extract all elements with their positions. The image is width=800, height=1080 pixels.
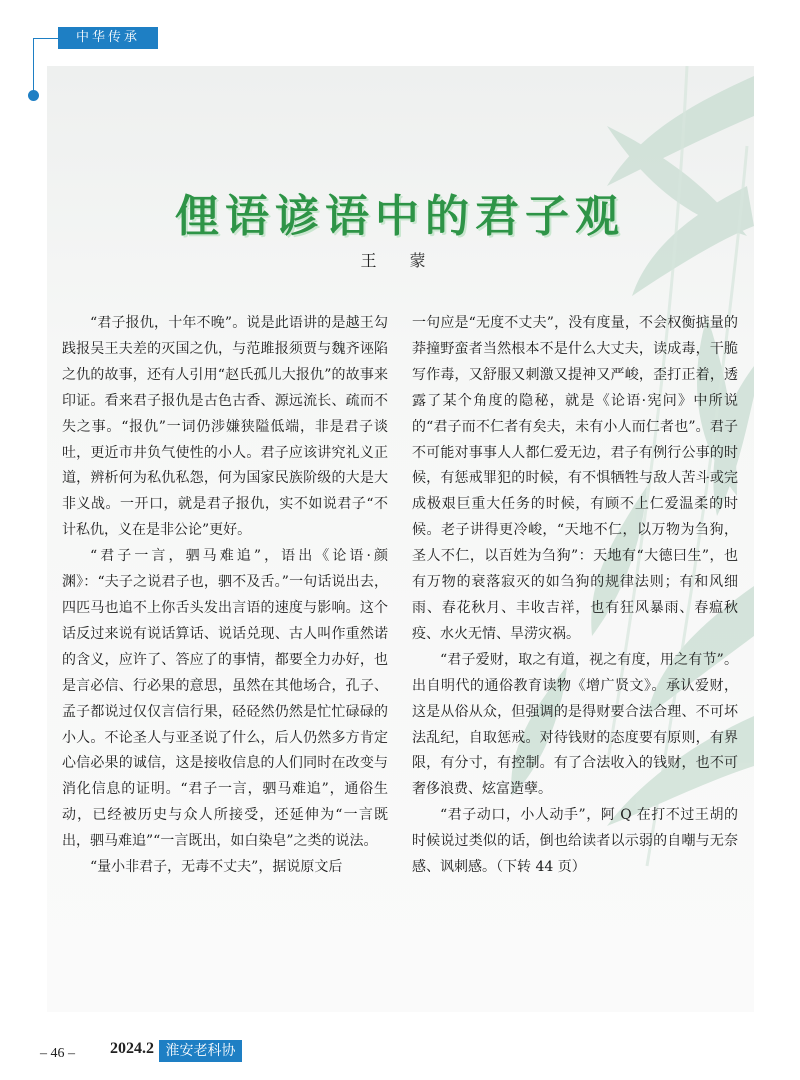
- publication-name: 淮安老科协: [159, 1040, 242, 1062]
- paragraph: “君子爱财，取之有道，视之有度，用之有节”。出自明代的通俗教育读物《增广贤文》。承认爱财，这是从俗从众，但强调的是得财要合法合理、不可坏法乱纪，自取惩戒。对待钱财的态度要有原则，有界限，有分寸，有控制。有了合法收入的钱财，也不可奢侈浪费、炫富造孽。: [412, 651, 738, 798]
- article-author: 王 蒙: [360, 251, 440, 270]
- paragraph: “君子报仇，十年不晚”。说是此语讲的是越王勾践报吴王夫差的灭国之仇，与范雎报须贾与魏齐诬陷之仇的故事，还有人引用“赵氏孤儿大报仇”的故事来印证。看来君子报仇是古色古香、源远流长、疏而不失之事。“报仇”一词仍涉嫌狭隘低端，非是君子谈吐，更近市井负气使性的小人。君子应该讲究礼义正道，辨析何为私仇私怨，何为国家民族阶级的大是大非义战。一开口，就是君子报仇，实不如说君子“不计私仇，义在是非公论”更好。: [62, 315, 388, 539]
- article-body-right-column: [412, 311, 738, 881]
- article-title: 俚语谚语中的君子观: [175, 191, 625, 242]
- paragraph: “量小非君子，无毒不丈夫”，据说原文后: [90, 859, 343, 876]
- paragraph: “君子一言，驷马难追”，语出《论语·颜渊》：“夫子之说君子也，驷不及舌。”一句话说出去，四匹马也追不上你舌头发出言语的速度与影响。这个话反过来说有说话算话、说话兑现、古人叫作重然诺的含义，应许了、答应了的事情，都要全力办好，也是言必信、行必果的意思，虽然在其他场合，孔子、孟子都说过仅仅言信行果，硁硁然仍然是忙忙碌碌的小人。不论圣人与亚圣说了什么，后人仍然多方肯定心信必果的诚信，这是接收信息的人们同时在改变与消化信息的证明。“君子一言，驷马难追”，通俗生动，已经被历史与众人所接受，还延伸为“一言既出，驷马难追”“一言既出，如白染皂”之类的说法。: [62, 548, 388, 850]
- page-number: – 46 –: [40, 1046, 75, 1061]
- paragraph: 一句应是“无度不丈夫”，没有度量，不会权衡掂量的莽撞野蛮者当然根本不是什么大丈夫，读成毒，干脆写作毒，又舒服又刺激又提神又严峻，歪打正着，透露了某个角度的隐秘，就是《论语·宪问》中所说的“君子而不仁者有矣夫，未有小人而仁者也”。君子不可能对事事人人都仁爱无边，君子有例行公事的时候，有惩戒罪犯的时候，有不惧牺牲与敌人苦斗或完成极艰巨重大任务的时候，有顾不上仁爱温柔的时候。老子讲得更冷峻，“天地不仁，以万物为刍狗，圣人不仁，以百姓为刍狗”：天地有“大德曰生”，也有万物的衰落寂灭的如刍狗的规律法则；有和风细雨、春花秋月、丰收吉祥，也有狂风暴雨、春瘟秋疫、水火无情、旱涝灾祸。: [412, 315, 738, 642]
- header-decor-line: [33, 38, 34, 94]
- article-body-left-column: [62, 311, 388, 881]
- paragraph: “君子动口，小人动手”，阿 Q 在打不过王胡的时候说过类似的话，倒也给读者以示弱的自嘲与无奈感、讽刺感。（下转 44 页）: [412, 807, 738, 876]
- header-decor-line-h: [33, 38, 58, 39]
- header-decor-dot: [28, 90, 39, 101]
- section-tag: 中华传承: [58, 27, 158, 49]
- issue-number: 2024.2: [110, 1040, 154, 1057]
